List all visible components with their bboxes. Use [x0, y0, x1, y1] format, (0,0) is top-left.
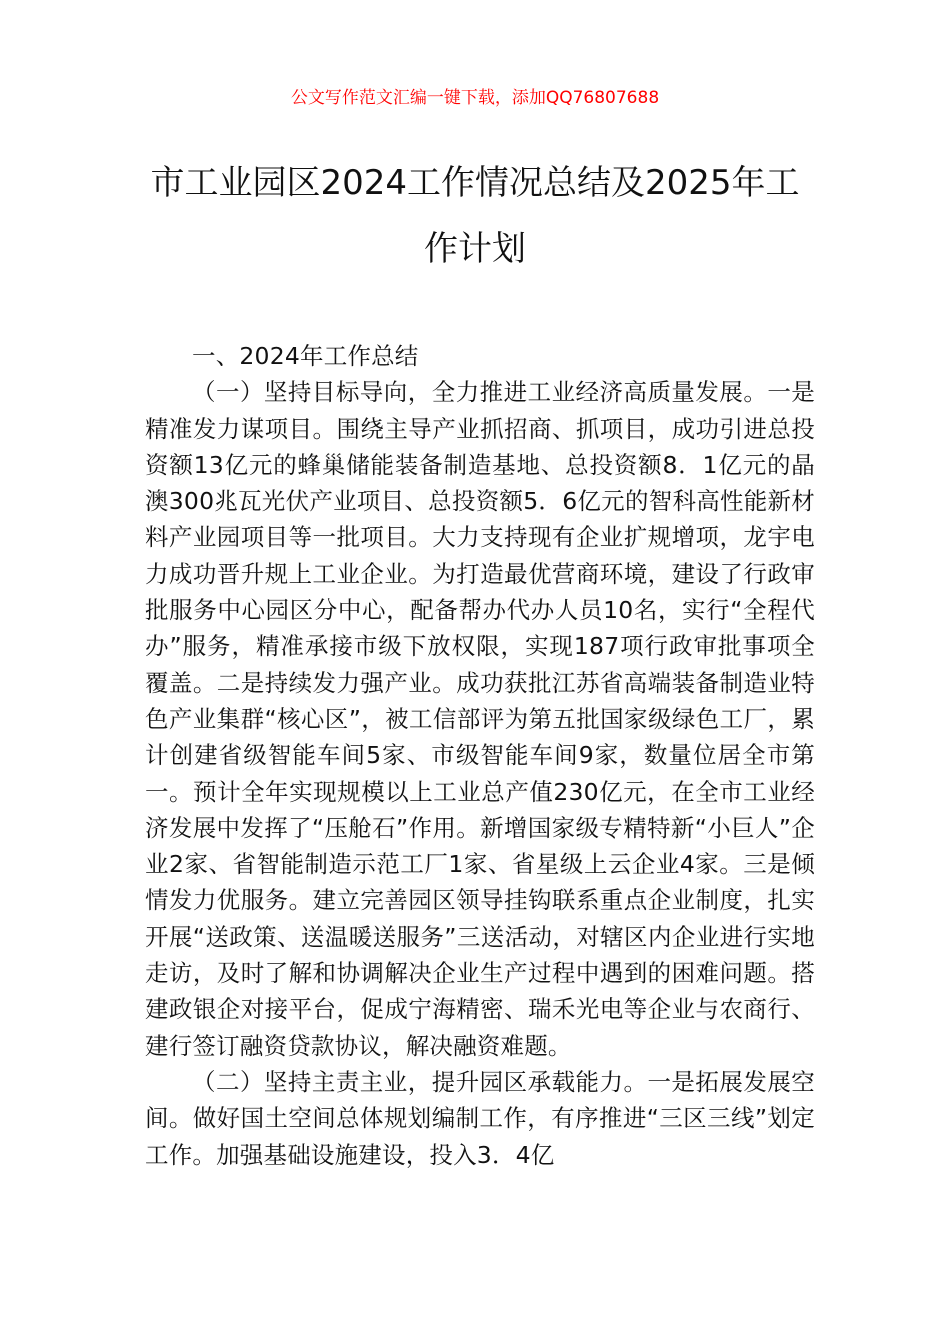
document-title: 市工业园区2024工作情况总结及2025年工作计划	[150, 163, 800, 269]
paragraph-1: （一）坚持目标导向，全力推进工业经济高质量发展。一是精准发力谋项目。围绕主导产业抓招商、抓项目，成功引进总投资额13亿元的蜂巢储能装备制造基地、总投资额8．1亿元的晶澳300兆瓦光伏产业项目、总投资额5．6亿元的智科高性能新材料产业园项目等一批项目。大力支持现有企业扩规增项，龙宇电力成功晋升规上工业企业。为打造最优营商环境，建设了行政审批服务中心园区分中心，配备帮办代办人员10名，实行“全程代办”服务，精准承接市级下放权限，实现187项行政审批事项全覆盖。二是持续发力强产业。成功获批江苏省高端装备制造业特色产业集群“核心区”，被工信部评为第五批国家级绿色工厂，累计创建省级智能车间5家、市级智能车间9家，数量位居全市第一。预计全年实现规模以上工业总产值230亿元，在全市工业经济发展中发挥了“压舱石”作用。新增国家级专精特新“小巨人”企业2家、省智能制造示范工厂1家、省星级上云企业4家。三是倾情发力优服务。建立完善园区领导挂钩联系重点企业制度，扎实开展“送政策、送温暖送服务”三送活动，对辖区内企业进行实地走访，及时了解和协调解决企业生产过程中遇到的困难问题。搭建政银企对接平台，促成宁海精密、瑞禾光电等企业与农商行、建行签订融资贷款协议，解决融资难题。	[145, 378, 815, 1060]
document-body	[145, 338, 815, 1173]
paragraph-2: （二）坚持主责主业，提升园区承载能力。一是拓展发展空间。做好国土空间总体规划编制工作，有序推进“三区三线”划定工作。加强基础设施建设，投入3．4亿	[145, 1067, 815, 1169]
section-heading: 一、2024年工作总结	[192, 342, 419, 370]
download-banner[interactable]: 公文写作范文汇编一键下载，添加QQ76807688	[290, 88, 660, 108]
